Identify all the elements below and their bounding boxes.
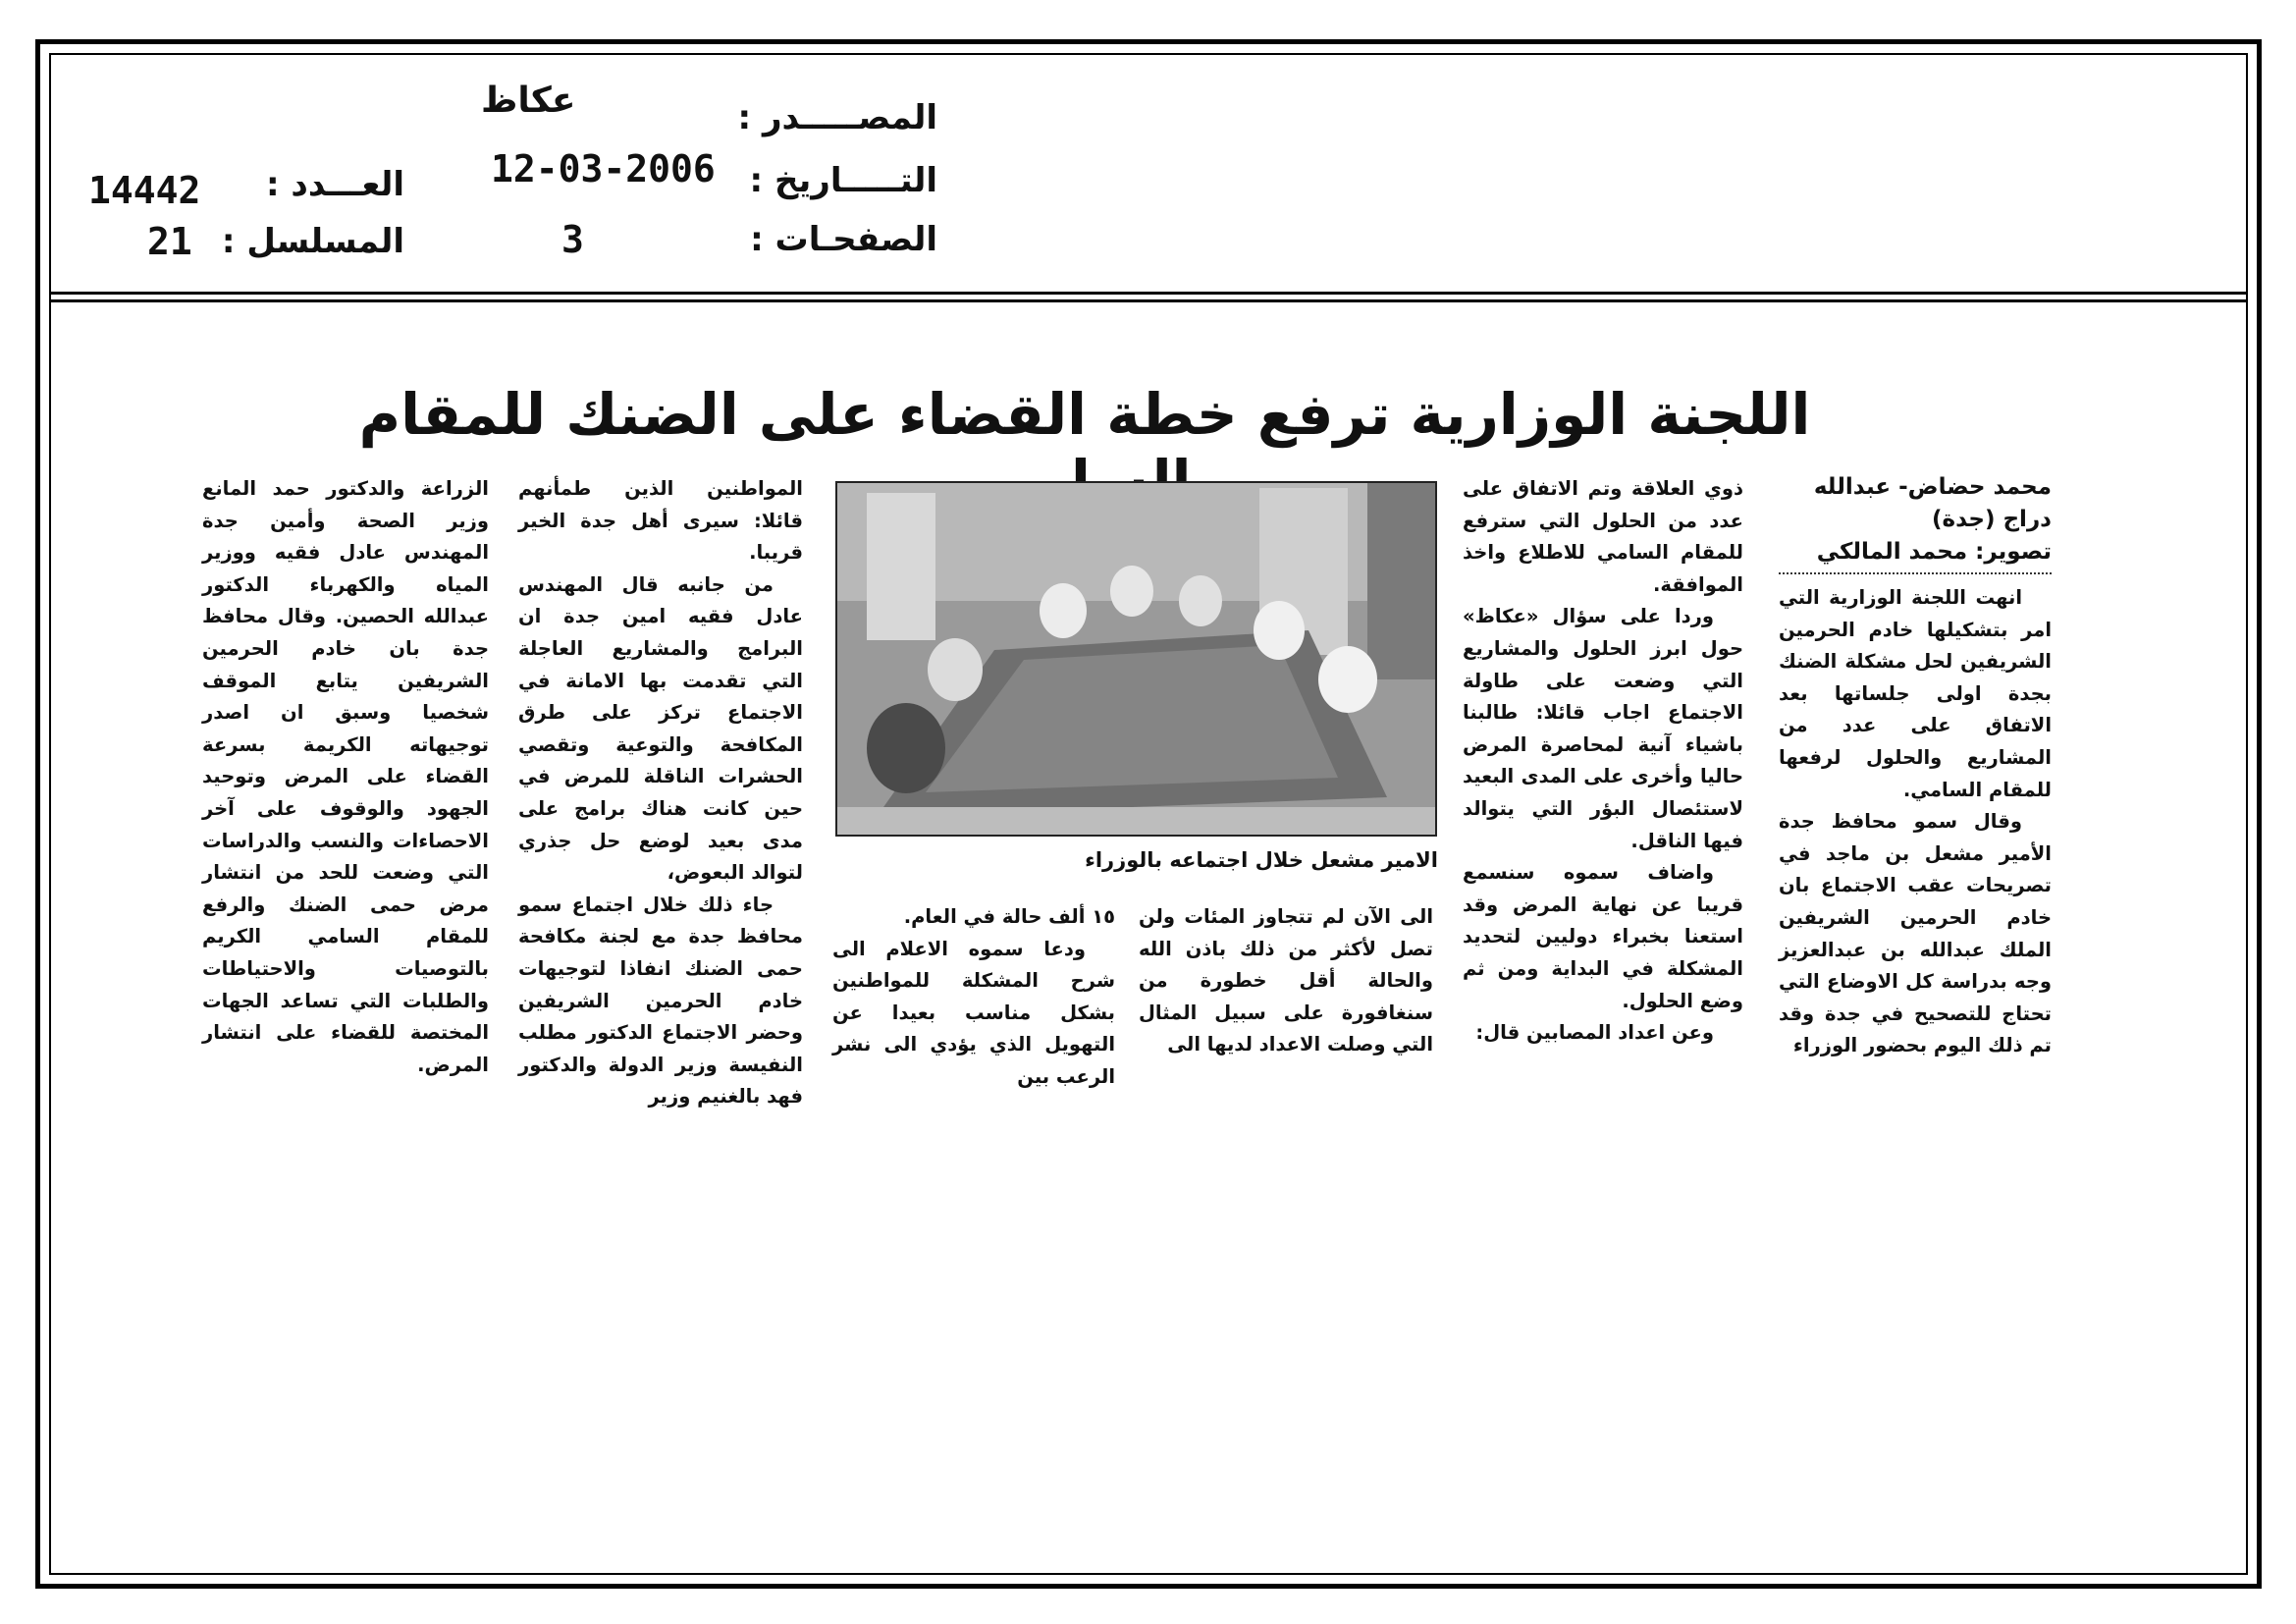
article-column-6	[202, 473, 489, 1081]
issue-value: 14442	[88, 169, 201, 212]
article-column-3	[1139, 901, 1433, 1061]
article-column-4	[832, 901, 1115, 1094]
paragraph: الزراعة والدكتور حمد المانع وزير الصحة وأمين جدة المهندس عادل فقيه ووزير المياه والكهرباء الدكتور عبدالله الحصين. وقال محافظ جدة بان خادم الحرمين الشريفين يتابع الموقف شخصيا وسبق ان اصدر توجيهاته الكريمة بسرعة القضاء على المرض وتوحيد الجهود والوقوف على آخر الاحصاءات والنسب والدراسات التي وضعت للحد من انتشار مرض حمى الضنك والرفع للمقام السامي الكريم بالتوصيات والاحتياطات والطلبات التي تساعد الجهات المختصة للقضاء على انتشار المرض.	[202, 477, 489, 1076]
byline-authors: محمد حضاض- عبدالله	[1813, 474, 2052, 500]
source-label: المصـــــدر :	[737, 98, 937, 137]
paragraph: من جانبه قال المهندس عادل فقيه امين جدة ان البرامج والمشاريع العاجلة التي تقدمت بها الامانة في الاجتماع تركز على طرق المكافحة والتوعية وتقصي الحشرات الناقلة للمرض في حين كانت هناك برامج على مدى بعيد لوضع حل جذري لتوالد البعوض،	[518, 572, 803, 885]
date-value: 12-03-2006	[491, 147, 716, 190]
paragraph: وعن اعداد المصابين قال:	[1475, 1021, 1714, 1045]
article-photo	[835, 481, 1437, 837]
header-divider-bottom	[49, 299, 2248, 302]
header-divider-top	[49, 292, 2248, 295]
paragraph: الى الآن لم تتجاوز المئات ولن تصل لأكثر من ذلك باذن الله والحالة أقل خطورة من سنغافورة على سبيل المثال التي وصلت الاعداد لديها الى	[1139, 905, 1433, 1056]
paragraph: ذوي العلاقة وتم الاتفاق على عدد من الحلول التي سترفع للمقام السامي للاطلاع واخذ الموافقة.	[1463, 477, 1743, 596]
headline: اللجنة الوزارية ترفع خطة القضاء على الضنك للمقام	[358, 381, 1811, 448]
date-label: التـــــاريخ :	[749, 161, 937, 200]
paragraph: انهت اللجنة الوزارية التي امر بتشكيلها خادم الحرمين الشريفين لحل مشكلة الضنك بجدة اولى جلساتها بعد الاتفاق على عدد من المشاريع والحلول لرفعها للمقام السامي.	[1779, 586, 2052, 801]
paragraph: جاء ذلك خلال اجتماع سمو محافظ جدة مع لجنة مكافحة حمى الضنك انفاذا لتوجيهات خادم الحرمين الشريفين وحضر الاجتماع الدكتور مطلب النفيسة وزير الدولة والدكتور فهد بالغنيم وزير	[518, 893, 803, 1109]
byline-photographer: تصوير: محمد المالكي	[1816, 539, 2052, 565]
serial-value: 21	[147, 220, 192, 263]
byline-divider	[1779, 572, 2052, 574]
article-column-5	[518, 473, 803, 1113]
source-value: عكاظ	[481, 81, 576, 121]
photo-caption: الامير مشعل خلال اجتماعه بالوزراء	[1085, 848, 1438, 872]
paragraph: واضاف سموه سنسمع قريبا عن نهاية المرض وقد استعنا بخبراء دوليين لتحديد المشكلة في البداية ومن ثم وضع الحلول.	[1463, 861, 1743, 1012]
serial-label: المسلسل :	[221, 222, 404, 261]
paragraph: وردا على سؤال «عكاظ» حول ابرز الحلول والمشاريع التي وضعت على طاولة الاجتماع اجاب قائلا: طالبنا باشياء آنية لمحاصرة المرض حاليا وأخرى على المدى البعيد لاستئصال البؤر التي يتوالد فيها الناقل.	[1463, 605, 1743, 852]
pages-label: الصفحـات :	[750, 220, 937, 259]
issue-label: العـــدد :	[266, 165, 404, 204]
paragraph: ١٥ ألف حالة في العام.	[903, 905, 1115, 928]
meeting-photo-illustration	[837, 483, 1437, 837]
paragraph: ودعا سموه الاعلام الى شرح المشكلة للمواطنين بشكل مناسب بعيدا عن التهويل الذي يؤدي الى نشر الرعب بين	[832, 937, 1115, 1088]
paragraph: المواطنين الذين طمأنهم قائلا: سيرى أهل جدة الخير قريبا.	[518, 477, 803, 565]
article-column-2	[1463, 473, 1743, 1050]
paragraph: وقال سمو محافظ جدة الأمير مشعل بن ماجد في تصريحات عقب الاجتماع بان خادم الحرمين الشريفين الملك عبدالله بن عبدالعزيز وجه بدراسة كل الاوضاع التي تحتاج للتصحيح في جدة وقد تم ذلك اليوم بحضور الوزراء	[1779, 810, 2052, 1057]
pages-value: 3	[561, 218, 584, 261]
byline-location: دراج (جدة)	[1932, 507, 2052, 532]
article-column-1	[1779, 471, 2052, 1062]
